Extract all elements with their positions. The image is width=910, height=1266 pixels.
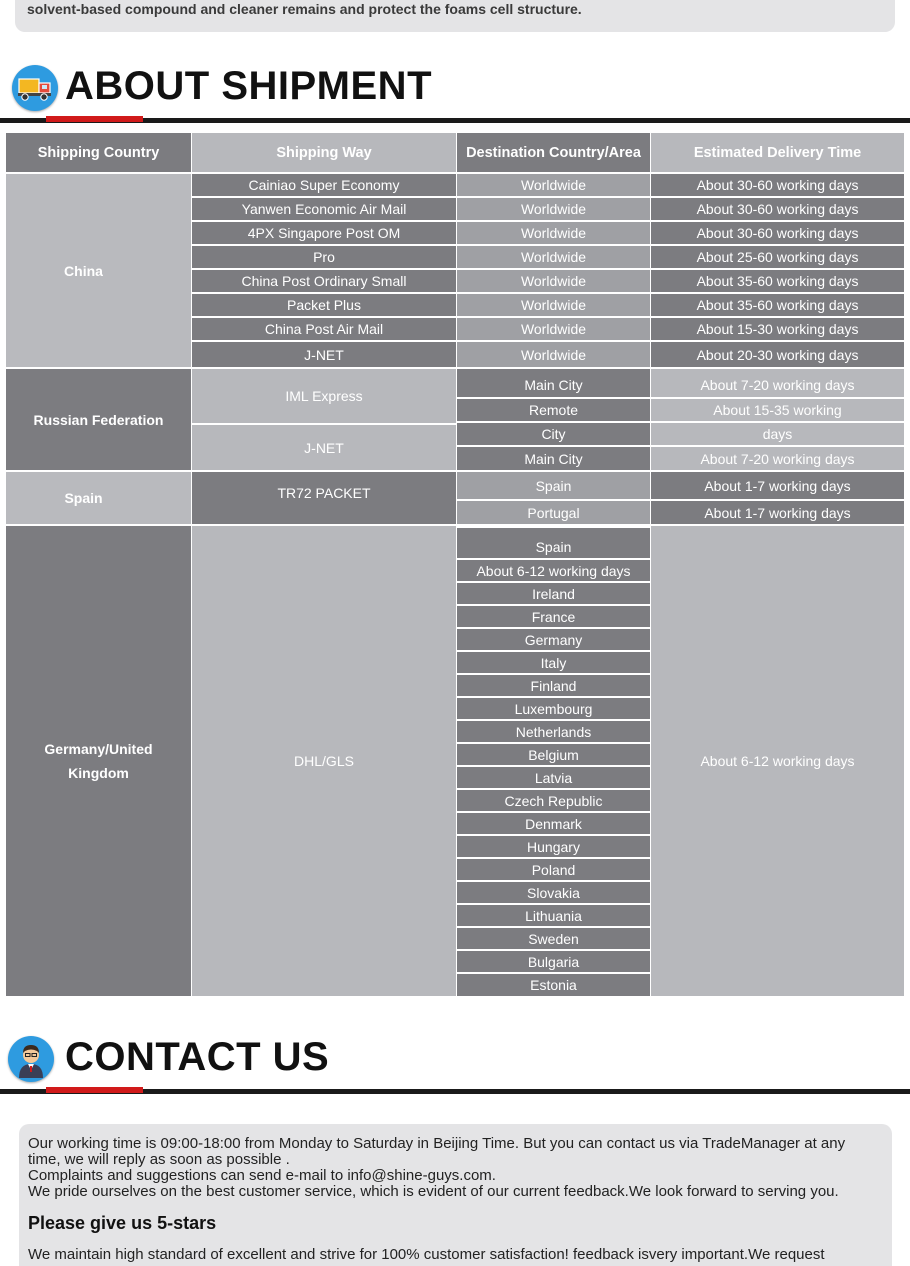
contact-line-2: time, we will reply as soon as possible . [28,1151,290,1168]
china-way-6: Packet Plus [192,294,456,316]
germany-dest-12: Czech Republic [457,790,650,811]
russia-time-1: About 7-20 working days [651,369,904,397]
china-time-5: About 35-60 working days [651,270,904,292]
germany-dest-17: Lithuania [457,905,650,926]
germany-dest-18: Sweden [457,928,650,949]
china-way-7: China Post Air Mail [192,318,456,340]
truck-icon [12,65,58,111]
header-shipping-country: Shipping Country [6,133,191,172]
spain-dest-2: Portugal [457,501,650,524]
shipment-section-header [0,62,910,122]
germany-dest-7: Finland [457,675,650,696]
germany-dest-8: Luxembourg [457,698,650,719]
spain-way: TR72 PACKET [192,472,456,524]
china-time-7: About 15-30 working days [651,318,904,340]
contact-title: CONTACT US [65,1035,330,1079]
china-time-8: About 20-30 working days [651,342,904,367]
care-line-2: solvent-based compound and cleaner remains and protect the foams cell structure. [27,1,582,17]
germany-dest-9: Netherlands [457,721,650,742]
germany-dest-15: Poland [457,859,650,880]
russia-dest-3: City [457,423,650,445]
china-time-2: About 30-60 working days [651,198,904,220]
germany-dest-list [457,526,650,996]
china-way-5: China Post Ordinary Small [192,270,456,292]
country-china: China [6,174,191,367]
contact-info-box [19,1124,892,1266]
country-germany-line1: Germany/United [44,741,153,757]
germany-dest-4: France [457,606,650,627]
germany-dest-11: Latvia [457,767,650,788]
china-dest-6: Worldwide [457,294,650,316]
contact-line-5: We maintain high standard of excellent and strive for 100% customer satisfaction! feedback isvery important.We request [28,1246,825,1263]
china-time-6: About 35-60 working days [651,294,904,316]
china-dest-5: Worldwide [457,270,650,292]
germany-dest-2: About 6-12 working days [457,560,650,581]
china-dest-7: Worldwide [457,318,650,340]
header-shipping-way: Shipping Way [192,133,456,172]
germany-dest-3: Ireland [457,583,650,604]
china-time-3: About 30-60 working days [651,222,904,244]
contact-line-4: We pride ourselves on the best customer service, which is evident of our current feedback.We look forward to serving you. [28,1183,839,1200]
header-delivery-time: Estimated Delivery Time [651,133,904,172]
shipment-title: ABOUT SHIPMENT [65,64,432,108]
russia-time-2a: About 15-35 working [651,399,904,421]
china-way-8: J-NET [192,342,456,367]
china-dest-3: Worldwide [457,222,650,244]
spain-time-1: About 1-7 working days [651,472,904,499]
customer-service-icon [8,1036,54,1082]
care-instructions-box [15,0,895,32]
header-accent-bar [46,116,143,122]
china-dest-8: Worldwide [457,342,650,367]
germany-dest-14: Hungary [457,836,650,857]
country-russia: Russian Federation [6,369,191,470]
germany-dest-13: Denmark [457,813,650,834]
russia-way-iml: IML Express [192,369,456,423]
russia-time-3: About 7-20 working days [651,447,904,470]
russia-dest-4: Main City [457,447,650,470]
header-destination: Destination Country/Area [457,133,650,172]
contact-line-3: Complaints and suggestions can send e-mail to info@shine-guys.com. [28,1167,496,1184]
germany-dest-6: Italy [457,652,650,673]
germany-dest-16: Slovakia [457,882,650,903]
germany-way: DHL/GLS [192,526,456,996]
china-dest-2: Worldwide [457,198,650,220]
russia-dest-2: Remote [457,399,650,421]
china-way-4: Pro [192,246,456,268]
germany-dest-10: Belgium [457,744,650,765]
country-germany-uk [6,526,191,996]
china-time-1: About 30-60 working days [651,174,904,196]
germany-dest-20: Estonia [457,974,650,996]
five-stars-title: Please give us 5-stars [28,1213,217,1233]
china-dest-4: Worldwide [457,246,650,268]
china-way-2: Yanwen Economic Air Mail [192,198,456,220]
country-germany-line2: Kingdom [68,765,129,781]
germany-dest-1: Spain [457,528,650,558]
china-way-3: 4PX Singapore Post OM [192,222,456,244]
russia-dest-1: Main City [457,369,650,397]
russia-way-jnet: J-NET [192,425,456,470]
spain-dest-1: Spain [457,472,650,499]
germany-dest-19: Bulgaria [457,951,650,972]
germany-time: About 6-12 working days [651,526,904,996]
germany-dest-5: Germany [457,629,650,650]
spain-time-2: About 1-7 working days [651,501,904,524]
contact-section-header [0,1033,910,1093]
china-dest-1: Worldwide [457,174,650,196]
shipment-table [5,131,905,997]
china-time-4: About 25-60 working days [651,246,904,268]
contact-line-1: Our working time is 09:00-18:00 from Monday to Saturday in Beijing Time. But you can contact us via TradeManager at any [28,1135,846,1152]
russia-time-2b: days [651,423,904,445]
header-accent-bar [46,1087,143,1093]
china-way-1: Cainiao Super Economy [192,174,456,196]
country-spain: Spain [6,472,191,524]
